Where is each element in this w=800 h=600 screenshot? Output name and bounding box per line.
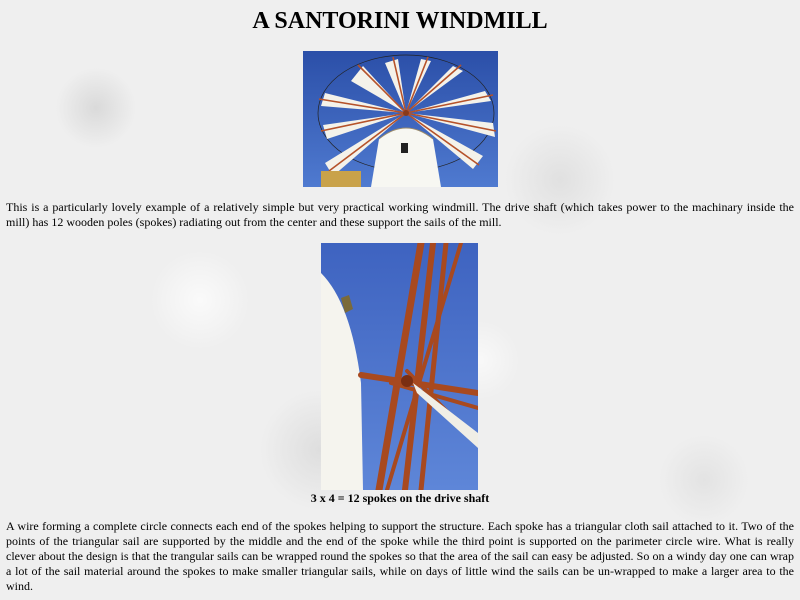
page-title: A SANTORINI WINDMILL	[252, 8, 548, 34]
windmill-sails-photo	[303, 51, 498, 187]
photo-caption: 3 x 4 = 12 spokes on the drive shaft	[310, 491, 490, 505]
drive-shaft-photo	[321, 243, 478, 490]
detail-paragraph: A wire forming a complete circle connects each end of the spokes helping to support the structure. Each spoke has a triangular cloth sail attached to it. Two of the points of the triangular sail are supported by the middle and the end of the spoke while the third point is supported on the parimeter circle wire. What is really clever about the design is that the trangular sails can be wrapped round the spokes so that the area of the sail can easy be adjusted. So on a windy day one can wrap a lot of the sail material around the spokes to make smaller triangular sails, while on days of little wind the sails can be un-wrapped to make a larger area to the wind.	[6, 519, 794, 593]
intro-paragraph: This is a particularly lovely example of a relatively simple but very practical working windmill. The drive shaft (which takes power to the machinary inside the mill) has 12 wooden poles (spokes) radiating out from the center and these support the sails of the mill.	[6, 200, 794, 229]
